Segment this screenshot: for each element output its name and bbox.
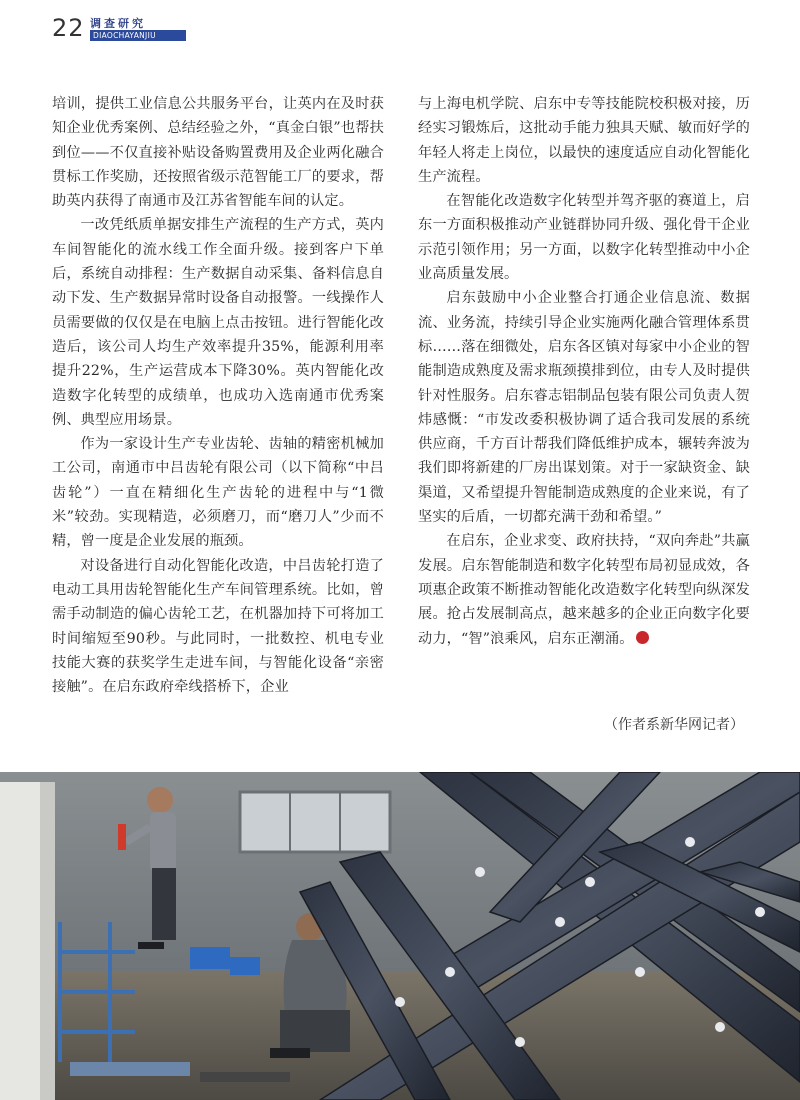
page-number: 22 <box>52 14 85 42</box>
magazine-title: 调查研究 <box>90 17 146 30</box>
paragraph: 在智能化改造数字化转型并驾齐驱的赛道上，启东一方面积极推动产业链群协同升级、强化骨干企业示范引领作用；另一方面，以数字化转型推动中小企业高质量发展。 <box>418 193 750 283</box>
paragraph: 启东鼓励中小企业整合打通企业信息流、数据流、业务流，持续引导企业实施两化融合管理体系贯标……落在细微处，启东各区镇对每家中小企业的智能制造成熟度及需求瓶颈摸排到位，由专人及时提供针对性服务。启东睿志铝制品包装有限公司负责人贺炜感慨：“市发改委积极协调了适合我司发展的系统供应商，千方百计帮我们降低维护成本，辗转奔波为我们即将新建的厂房出谋划策。对于一家缺资金、缺渠道，又希望提升智能制造成熟度的企业来说，有了坚实的后盾，一切都充满干劲和希望。” <box>418 290 750 526</box>
final-paragraph-text: 在启东，企业求变、政府扶持，“双向奔赴”共赢发展。启东智能制造和数字化转型布局初显成效，各项惠企政策不断推动智能化改造数字化转型向纵深发展。抢占发展制高点，越来越多的企业正向数字化要动力，“智”浪乘风，启东正潮涌。 <box>418 533 750 647</box>
left-column <box>52 92 384 699</box>
end-mark-icon <box>636 631 649 644</box>
right-column <box>418 92 750 651</box>
paragraph: 与上海电机学院、启东中专等技能院校积极对接，历经实习锻炼后，这批动手能力独具天赋、敏而好学的年轻人将走上岗位，以最快的速度适应自动化智能化生产流程。 <box>418 96 750 185</box>
magazine-pinyin: DIAOCHAYANJIU <box>90 30 186 41</box>
paragraph: 作为一家设计生产专业齿轮、齿轴的精密机械加工公司，南通市中吕齿轮有限公司（以下简称“中吕齿轮”）一直在精细化生产齿轮的进程中与“1微米”较劲。实现精造，必须磨刀，而“磨刀人”少而不精，曾一度是企业发展的瓶颈。 <box>52 436 384 550</box>
paragraph: 培训，提供工业信息公共服务平台，让英内在及时获知企业优秀案例、总结经验之外，“真金白银”也帮扶到位——不仅直接补贴设备购置费用及企业两化融合贯标工作奖励，还按照省级示范智能工厂的要求，帮助英内获得了南通市及江苏省智能车间的认定。 <box>52 96 384 210</box>
paragraph: 对设备进行自动化智能化改造，中吕齿轮打造了电动工具用齿轮智能化生产车间管理系统。比如，曾需手动制造的偏心齿轮工艺，在机器加持下可将加工时间缩短至90秒。与此同时，一批数控、机电专业技能大赛的获奖学生走进车间，与智能化设备“亲密接触”。在启东政府牵线搭桥下，企业 <box>52 557 384 696</box>
factory-photo-illustration <box>0 772 800 1100</box>
author-byline: （作者系新华网记者） <box>604 717 744 733</box>
paragraph: 一改凭纸质单据安排生产流程的生产方式，英内车间智能化的流水线工作全面升级。接到客户下单后，系统自动排程：生产数据自动采集、备料信息自动下发、生产数据异常时设备自动报警。一线操作人员需要做的仅仅是在电脑上点击按钮。进行智能化改造后，该公司人均生产效率提升35%，能源利用率提升22%，生产运营成本下降30%。英内智能化改造数字化转型的成绩单，也成功入选南通市优秀案例、典型应用场景。 <box>52 217 384 428</box>
paragraph-final <box>418 529 750 650</box>
factory-photo <box>0 772 800 1100</box>
